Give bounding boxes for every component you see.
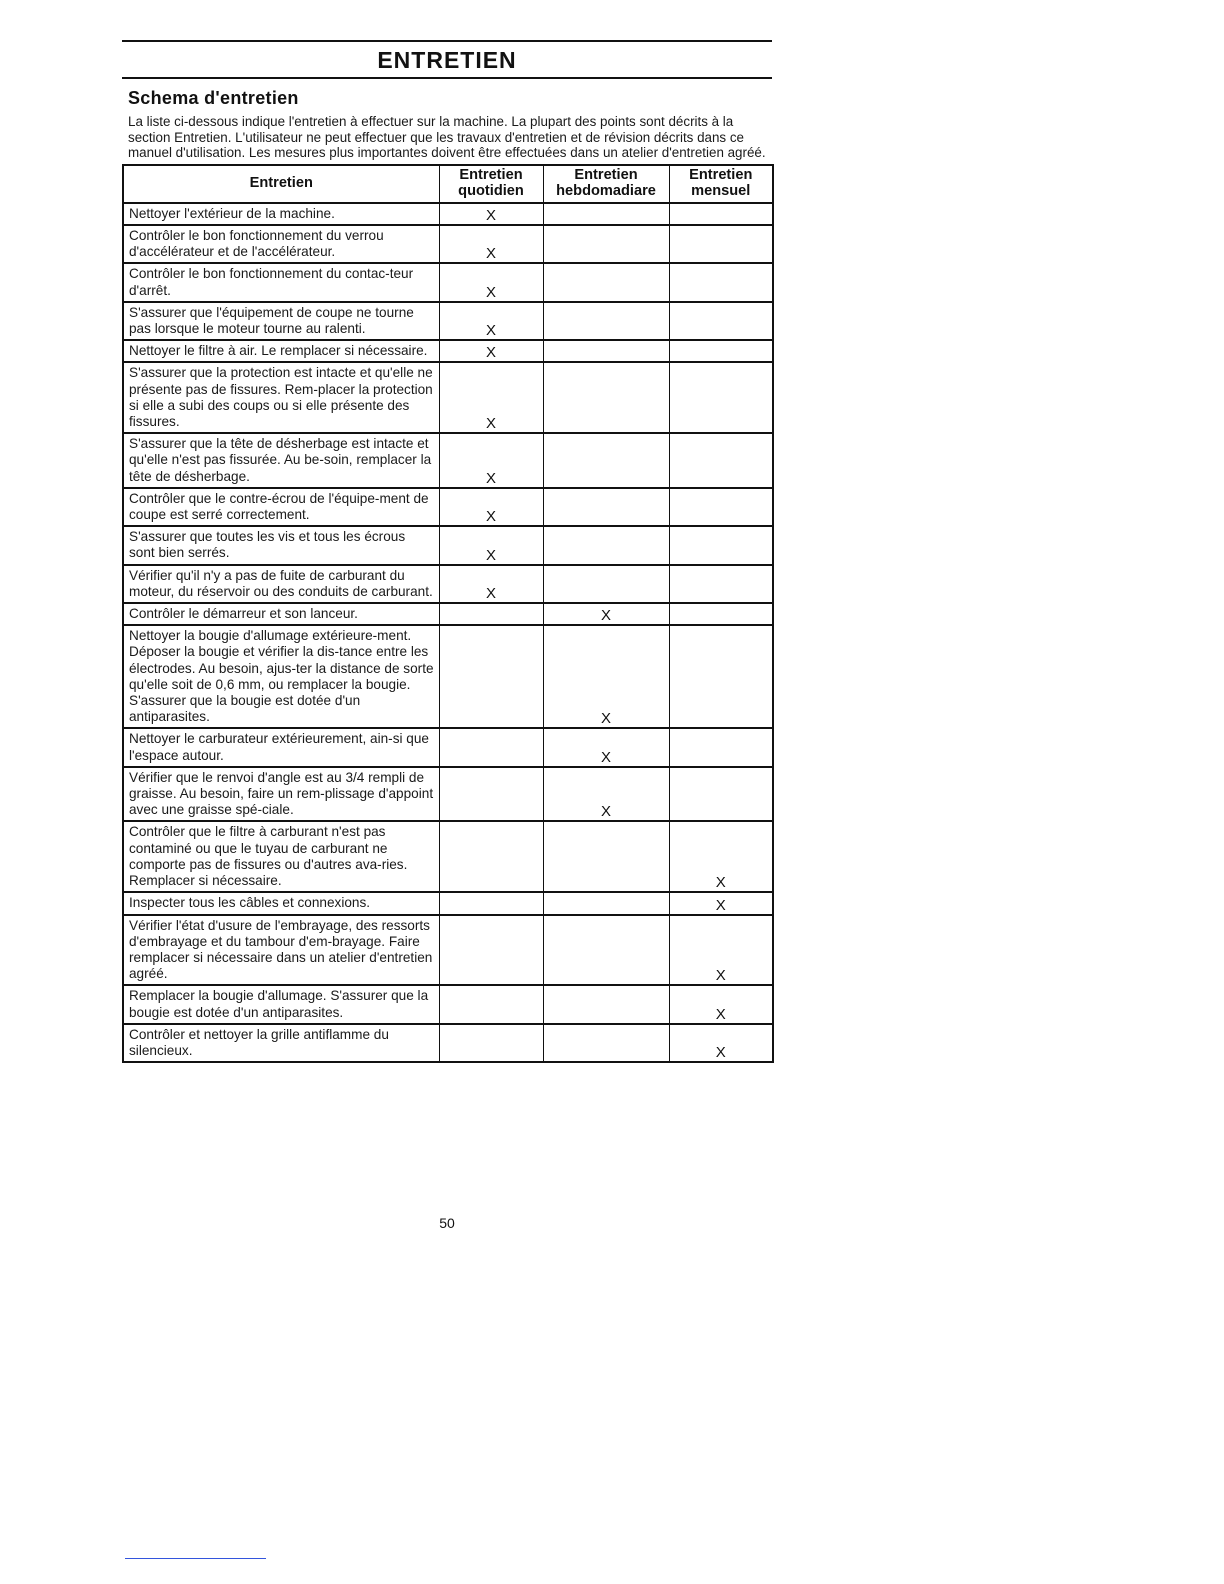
weekly-cell: X bbox=[543, 603, 669, 625]
table-body bbox=[123, 203, 773, 1062]
weekly-cell bbox=[543, 488, 669, 526]
document-page bbox=[122, 40, 772, 1231]
task-cell: Nettoyer le filtre à air. Le remplacer si nécessaire. bbox=[123, 340, 439, 362]
monthly-cell bbox=[669, 302, 773, 340]
table-row bbox=[123, 1024, 773, 1062]
monthly-cell bbox=[669, 603, 773, 625]
daily-cell bbox=[439, 985, 543, 1023]
daily-cell bbox=[439, 767, 543, 822]
table-row bbox=[123, 433, 773, 488]
intro-paragraph: La liste ci-dessous indique l'entretien à effectuer sur la machine. La plupart des points sont décrits à la section Entretien. L'utilisateur ne peut effectuer que les travaux d'entretien et de révision décrits dans ce manuel d'utilisation. Les mesures plus importantes doivent être effectuées dans un atelier d'entretien agréé. bbox=[128, 114, 766, 161]
weekly-cell: X bbox=[543, 625, 669, 728]
monthly-cell bbox=[669, 225, 773, 263]
maintenance-table bbox=[122, 164, 774, 1063]
weekly-cell bbox=[543, 203, 669, 225]
table-row bbox=[123, 915, 773, 986]
monthly-cell bbox=[669, 433, 773, 488]
task-cell: Contrôler le démarreur et son lanceur. bbox=[123, 603, 439, 625]
table-row bbox=[123, 821, 773, 892]
weekly-cell bbox=[543, 263, 669, 301]
weekly-cell bbox=[543, 1024, 669, 1062]
task-cell: Nettoyer la bougie d'allumage extérieure-ment. Déposer la bougie et vérifier la dis-tance entre les électrodes. Au besoin, ajus-ter la distance de sorte qu'elle soit de 0,6 mm, ou remplacer la bougie. S'assurer que la bougie est dotée d'un antiparasites. bbox=[123, 625, 439, 728]
weekly-cell bbox=[543, 526, 669, 564]
table-row bbox=[123, 225, 773, 263]
weekly-cell bbox=[543, 892, 669, 914]
task-cell: Contrôler et nettoyer la grille antiflamme du silencieux. bbox=[123, 1024, 439, 1062]
table-header-row bbox=[123, 165, 773, 203]
table-row bbox=[123, 892, 773, 914]
monthly-cell bbox=[669, 263, 773, 301]
task-cell: Remplacer la bougie d'allumage. S'assurer que la bougie est dotée d'un antiparasites. bbox=[123, 985, 439, 1023]
weekly-cell bbox=[543, 302, 669, 340]
table-row bbox=[123, 526, 773, 564]
daily-cell: X bbox=[439, 488, 543, 526]
task-cell: Nettoyer le carburateur extérieurement, ain-si que l'espace autour. bbox=[123, 728, 439, 766]
task-cell: Contrôler que le filtre à carburant n'est pas contaminé ou que le tuyau de carburant ne comporte pas de fissures ou d'autres ava-ries. Remplacer si nécessaire. bbox=[123, 821, 439, 892]
task-cell: Contrôler le bon fonctionnement du contac-teur d'arrêt. bbox=[123, 263, 439, 301]
task-cell: Nettoyer l'extérieur de la machine. bbox=[123, 203, 439, 225]
task-cell: Inspecter tous les câbles et connexions. bbox=[123, 892, 439, 914]
table-row bbox=[123, 362, 773, 433]
weekly-cell bbox=[543, 340, 669, 362]
subtitle: Schema d'entretien bbox=[128, 88, 299, 108]
daily-cell: X bbox=[439, 225, 543, 263]
task-cell: Vérifier que le renvoi d'angle est au 3/4 rempli de graisse. Au besoin, faire un rem-plissage d'appoint avec une graisse spé-ciale. bbox=[123, 767, 439, 822]
daily-cell: X bbox=[439, 263, 543, 301]
task-cell: Contrôler que le contre-écrou de l'équipe-ment de coupe est serré correctement. bbox=[123, 488, 439, 526]
weekly-cell bbox=[543, 565, 669, 603]
table-row bbox=[123, 767, 773, 822]
weekly-cell: X bbox=[543, 767, 669, 822]
monthly-cell: X bbox=[669, 985, 773, 1023]
monthly-cell bbox=[669, 565, 773, 603]
weekly-cell bbox=[543, 915, 669, 986]
header-daily: Entretien quotidien bbox=[439, 165, 543, 203]
monthly-cell bbox=[669, 488, 773, 526]
task-cell: S'assurer que toutes les vis et tous les écrous sont bien serrés. bbox=[123, 526, 439, 564]
weekly-cell bbox=[543, 985, 669, 1023]
table-row bbox=[123, 603, 773, 625]
monthly-cell: X bbox=[669, 1024, 773, 1062]
monthly-cell bbox=[669, 767, 773, 822]
section-title: ENTRETIEN bbox=[377, 47, 517, 73]
header-weekly: Entretien hebdomadiare bbox=[543, 165, 669, 203]
table-row bbox=[123, 203, 773, 225]
monthly-cell: X bbox=[669, 821, 773, 892]
daily-cell bbox=[439, 625, 543, 728]
task-cell: S'assurer que la protection est intacte et qu'elle ne présente pas de fissures. Rem-placer la protection si elle a subi des coups ou si elle présente des fissures. bbox=[123, 362, 439, 433]
task-cell: S'assurer que la tête de désherbage est intacte et qu'elle n'est pas fissurée. Au be-soin, remplacer la tête de désherbage. bbox=[123, 433, 439, 488]
weekly-cell bbox=[543, 821, 669, 892]
monthly-cell bbox=[669, 625, 773, 728]
daily-cell: X bbox=[439, 362, 543, 433]
header-monthly: Entretien mensuel bbox=[669, 165, 773, 203]
daily-cell bbox=[439, 915, 543, 986]
daily-cell: X bbox=[439, 526, 543, 564]
table-row bbox=[123, 985, 773, 1023]
daily-cell: X bbox=[439, 302, 543, 340]
task-cell: Vérifier l'état d'usure de l'embrayage, des ressorts d'embrayage et du tambour d'em-brayage. Faire remplacer si nécessaire dans un atelier d'entretien agréé. bbox=[123, 915, 439, 986]
table-row bbox=[123, 565, 773, 603]
weekly-cell bbox=[543, 362, 669, 433]
daily-cell bbox=[439, 821, 543, 892]
monthly-cell bbox=[669, 526, 773, 564]
daily-cell: X bbox=[439, 203, 543, 225]
daily-cell: X bbox=[439, 340, 543, 362]
table-row bbox=[123, 488, 773, 526]
header-task: Entretien bbox=[123, 165, 439, 203]
daily-cell bbox=[439, 728, 543, 766]
task-cell: S'assurer que l'équipement de coupe ne tourne pas lorsque le moteur tourne au ralenti. bbox=[123, 302, 439, 340]
daily-cell: X bbox=[439, 433, 543, 488]
weekly-cell bbox=[543, 433, 669, 488]
title-rule bbox=[122, 77, 772, 79]
daily-cell bbox=[439, 892, 543, 914]
task-cell: Vérifier qu'il n'y a pas de fuite de carburant du moteur, du réservoir ou des conduits de carburant. bbox=[123, 565, 439, 603]
daily-cell bbox=[439, 1024, 543, 1062]
table-row bbox=[123, 340, 773, 362]
table-row bbox=[123, 625, 773, 728]
bottom-link-underline bbox=[125, 1558, 266, 1559]
table-row bbox=[123, 263, 773, 301]
table-row bbox=[123, 728, 773, 766]
weekly-cell: X bbox=[543, 728, 669, 766]
daily-cell: X bbox=[439, 565, 543, 603]
monthly-cell bbox=[669, 362, 773, 433]
monthly-cell bbox=[669, 340, 773, 362]
monthly-cell bbox=[669, 203, 773, 225]
daily-cell bbox=[439, 603, 543, 625]
table-row bbox=[123, 302, 773, 340]
task-cell: Contrôler le bon fonctionnement du verrou d'accélérateur et de l'accélérateur. bbox=[123, 225, 439, 263]
page-number: 50 bbox=[439, 1215, 455, 1231]
weekly-cell bbox=[543, 225, 669, 263]
monthly-cell: X bbox=[669, 915, 773, 986]
monthly-cell bbox=[669, 728, 773, 766]
monthly-cell: X bbox=[669, 892, 773, 914]
